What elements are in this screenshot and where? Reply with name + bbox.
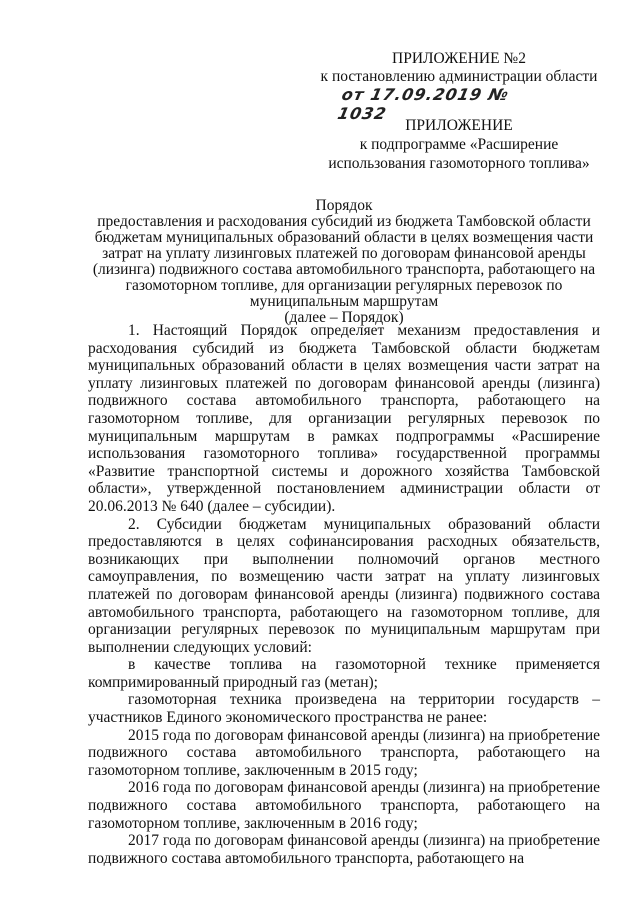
procedure-line: предоставления и расходования субсидий из бюджета Тамбовской области [97,213,591,230]
procedure-title [80,198,608,326]
appendix-block [316,116,602,173]
procedure-line: бюджетам муниципальных образований области в целях возмещения части [94,229,594,246]
document-body [88,322,600,867]
procedure-line: газомоторном топливе, для организации регулярных перевозок по [125,277,563,294]
condition-2016: 2016 года по договорам финансовой аренды (лизинга) на приобретение подвижного состава автомобильного транспорта, работающего на газомоторном топливе, заключенным в 2016 году; [88,779,600,832]
procedure-heading: Порядок [315,197,373,214]
appendix-line-2: использования газомоторного топлива» [328,155,590,172]
appendix-line-1: к подпрограмме «Расширение [359,136,559,153]
paragraph-1: 1. Настоящий Порядок определяет механизм предоставления и расходования субсидий из бюджета Тамбовской области бюджетам муниципальных образований области в целях возмещения части затрат на уплату лизинговых платежей по договорам финансовой аренды (лизинга) подвижного состава автомобильного транспорта, работающего на газомоторном топливе, для организации регулярных перевозок по муниципальным маршрутам в рамках подпрограммы «Расширение использования газомоторного топлива» государственной программы «Развитие транспортной системы и дорожного хозяйства Тамбовской области», утвержденной постановлением администрации области от 20.06.2013 № 640 (далее – субсидии). [88,322,600,515]
procedure-line: затрат на уплату лизинговых платежей по договорам финансовой аренды [102,245,586,262]
appendix2-title: ПРИЛОЖЕНИЕ №2 [392,50,526,67]
appendix-title: ПРИЛОЖЕНИЕ [405,117,513,134]
condition-2015: 2015 года по договорам финансовой аренды (лизинга) на приобретение подвижного состава автомобильного транспорта, работающего на газомоторном топливе, заключенным в 2015 году; [88,726,600,779]
condition-fuel: в качестве топлива на газомоторной технике применяется компримированный природный газ (метан); [88,656,600,691]
procedure-line: (лизинга) подвижного состава автомобильного транспорта, работающего на [92,261,596,278]
handwritten-date-number: от 17.09.2019 № 1032 [335,85,511,123]
condition-origin: газомоторная техника произведена на территории государств – участников Единого экономического пространства не ранее: [88,691,600,727]
paragraph-2: 2. Субсидии бюджетам муниципальных образований области предоставляются в целях софинансирования расходных обязательств, возникающих при выполнении полномочий органов местного самоуправления, по возмещению части затрат на уплату лизинговых платежей по договорам финансовой аренды (лизинга) подвижного состава автомобильного транспорта, работающего на газомоторном топливе, для организации регулярных перевозок по муниципальным маршрутам при выполнении следующих условий: [88,515,600,656]
procedure-line: муниципальным маршрутам [249,293,439,310]
appendix2-reference: к постановлению администрации области [320,68,598,85]
procedure-line: (далее – Порядок) [284,309,404,326]
condition-2017: 2017 года по договорам финансовой аренды (лизинга) на приобретение подвижного состава автомобильного транспорта, работающего на [88,832,600,867]
appendix2-block [316,50,602,86]
